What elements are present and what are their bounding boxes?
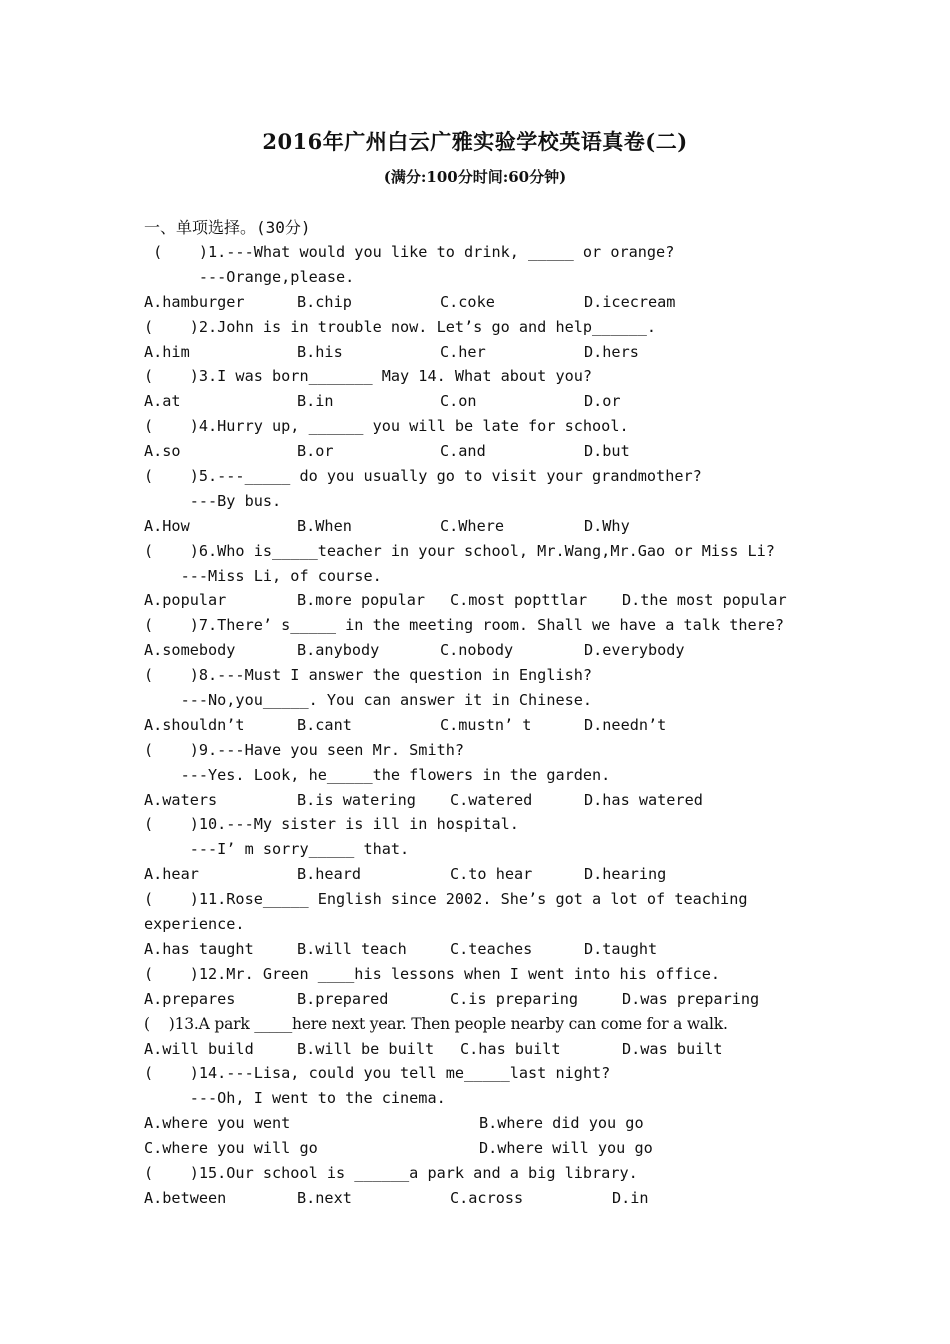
options-row: [144, 439, 844, 464]
answer-option: A.hamburger: [144, 292, 245, 311]
answer-option: B.chip: [297, 292, 352, 311]
answer-option: A.hear: [144, 865, 199, 884]
question-line: ( )9.---Have you seen Mr. Smith?: [144, 740, 465, 759]
options-row: [144, 862, 844, 887]
answer-option: D.icecream: [584, 292, 676, 311]
answer-option: B.prepared: [297, 989, 389, 1008]
answer-option: B.anybody: [297, 641, 380, 660]
question-line: ---Oh, I went to the cinema.: [144, 1089, 446, 1108]
answer-option: C.across: [450, 1188, 524, 1207]
question-line: ---Yes. Look, he_____the flowers in the garden.: [144, 765, 611, 784]
question-line: ( )13.A park _____here next year. Then people nearby can come for a walk.: [144, 1014, 728, 1033]
answer-option: B.where did you go: [479, 1114, 644, 1133]
options-row: [144, 340, 844, 365]
exam-subtitle: (满分:100分时间:60分钟): [383, 168, 567, 186]
answer-option: A.between: [144, 1188, 227, 1207]
question-line: ( )7.There’ s_____ in the meeting room. Shall we have a talk there?: [144, 616, 785, 635]
question-line: ( )15.Our school is ______a park and a big library.: [144, 1163, 638, 1182]
question-line: ---By bus.: [144, 491, 282, 510]
answer-option: B.his: [297, 342, 343, 361]
options-row: [144, 1136, 844, 1161]
answer-option: C.nobody: [440, 641, 514, 660]
question-line: ( )4.Hurry up, ______ you will be late for school.: [144, 417, 629, 436]
options-row: [144, 713, 844, 738]
answer-option: B.more popular: [297, 591, 426, 610]
options-row: [144, 937, 844, 962]
answer-option: D.hearing: [584, 865, 667, 884]
question-line: ( )14.---Lisa, could you tell me_____last night?: [144, 1064, 611, 1083]
answer-option: D.the most popular: [622, 591, 787, 610]
options-row: [144, 1037, 844, 1062]
question-line: ( )8.---Must I answer the question in English?: [144, 666, 593, 685]
answer-option: A.somebody: [144, 641, 236, 660]
answer-option: B.cant: [297, 715, 352, 734]
answer-option: A.prepares: [144, 989, 236, 1008]
answer-option: B.heard: [297, 865, 362, 884]
answer-option: D.where will you go: [479, 1139, 653, 1158]
options-row: [144, 788, 844, 813]
answer-option: C.teaches: [450, 939, 533, 958]
answer-option: A.him: [144, 342, 190, 361]
answer-option: A.How: [144, 516, 190, 535]
answer-option: D.taught: [584, 939, 658, 958]
answer-option: C.Where: [440, 516, 505, 535]
options-row: [144, 514, 844, 539]
answer-option: A.at: [144, 392, 181, 411]
answer-option: B.will teach: [297, 939, 407, 958]
answer-option: A.waters: [144, 790, 218, 809]
options-row: [144, 389, 844, 414]
answer-option: C.on: [440, 392, 477, 411]
answer-option: C.watered: [450, 790, 533, 809]
answer-option: A.so: [144, 442, 181, 461]
question-line: ( )11.Rose_____ English since 2002. She’s got a lot of teaching: [144, 890, 748, 909]
answer-option: B.is watering: [297, 790, 416, 809]
answer-option: C.and: [440, 442, 486, 461]
options-row: [144, 1186, 844, 1211]
answer-option: A.where you went: [144, 1114, 291, 1133]
answer-option: D.Why: [584, 516, 630, 535]
answer-option: A.will build: [144, 1039, 254, 1058]
question-line: ( )12.Mr. Green ____his lessons when I went into his office.: [144, 964, 721, 983]
answer-option: A.popular: [144, 591, 227, 610]
options-row: [144, 588, 844, 613]
answer-option: D.in: [612, 1188, 649, 1207]
answer-option: D.hers: [584, 342, 639, 361]
answer-option: C.has built: [460, 1039, 561, 1058]
question-line: ---Miss Li, of course.: [144, 566, 382, 585]
question-line: experience.: [144, 915, 245, 934]
answer-option: B.When: [297, 516, 352, 535]
answer-option: B.or: [297, 442, 334, 461]
answer-option: C.is preparing: [450, 989, 579, 1008]
answer-option: D.or: [584, 392, 621, 411]
question-line: ( )3.I was born_______ May 14. What about you?: [144, 367, 593, 386]
answer-option: B.in: [297, 392, 334, 411]
options-row: [144, 1111, 844, 1136]
answer-option: D.everybody: [584, 641, 685, 660]
answer-option: C.mustn’ t: [440, 715, 532, 734]
answer-option: C.most popttlar: [450, 591, 588, 610]
question-line: ---I’ m sorry_____ that.: [144, 840, 410, 859]
answer-option: C.to hear: [450, 865, 533, 884]
options-row: [144, 987, 844, 1012]
answer-option: D.was preparing: [622, 989, 760, 1008]
question-line: ( )2.John is in trouble now. Let’s go and help______.: [144, 317, 657, 336]
answer-option: B.next: [297, 1188, 352, 1207]
answer-option: D.but: [584, 442, 630, 461]
answer-option: D.was built: [622, 1039, 723, 1058]
question-line: ---Orange,please.: [144, 267, 355, 286]
question-list: [144, 240, 844, 1211]
exam-title: 2016年广州白云广雅实验学校英语真卷(二): [262, 129, 688, 154]
answer-option: D.needn’t: [584, 715, 667, 734]
options-row: [144, 290, 844, 315]
answer-option: C.where you will go: [144, 1139, 318, 1158]
answer-option: C.her: [440, 342, 486, 361]
section-heading: 一、单项选择。(30分): [144, 218, 311, 237]
question-line: ( )1.---What would you like to drink, _____ or orange?: [144, 243, 675, 261]
answer-option: A.has taught: [144, 939, 254, 958]
question-line: ( )10.---My sister is ill in hospital.: [144, 815, 519, 834]
question-line: ( )6.Who is_____teacher in your school, Mr.Wang,Mr.Gao or Miss Li?: [144, 541, 775, 560]
answer-option: D.has watered: [584, 790, 703, 809]
question-line: ---No,you_____. You can answer it in Chinese.: [144, 691, 593, 710]
answer-option: C.coke: [440, 292, 495, 311]
options-row: [144, 638, 844, 663]
answer-option: A.shouldn’t: [144, 715, 245, 734]
question-line: ( )5.---_____ do you usually go to visit your grandmother?: [144, 467, 702, 486]
answer-option: B.will be built: [297, 1039, 435, 1058]
